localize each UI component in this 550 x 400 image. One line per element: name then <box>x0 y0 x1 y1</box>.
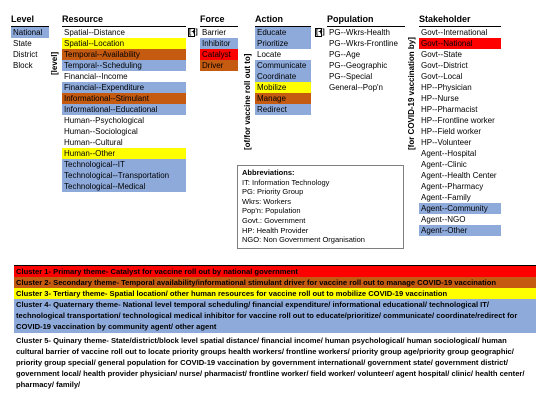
stakeholder-header: Stakeholder <box>419 14 471 24</box>
population-item: PG--Special <box>329 72 373 81</box>
stakeholder-item: Govt--National <box>419 38 501 49</box>
resource-item: Temporal--Availability <box>62 49 186 60</box>
cluster-2: Cluster 2- Secondary theme- Temporal availability/informational stimulant driver for vaccine roll out to manage COVID-19 vaccination <box>14 277 536 288</box>
cluster-5: Cluster 5- Quinary theme- State/district/block level spatial distance/ financial income/ human psychological/ human sociological/ human cultural barrier of vaccine roll out to locate priority groups health workers/ frontline workers/ priority group age/priority group geographic/ priority group special/ general population for COVID-19 vaccination by government international/ government state/ government district/ government local/ health provider physician/ nurse/ pharmacist/ frontline worker/ field worker/ volunteer/ agent hospital/ clinic/ health center/ pharmacy/ family/ <box>16 336 525 389</box>
population-item: PG--Wkrs-Health <box>329 28 390 37</box>
action-item: Redirect <box>255 104 311 115</box>
stakeholder-item: Agent--Family <box>421 193 471 202</box>
resource-item: Human--Other <box>62 148 186 159</box>
abbreviations-title: Abbreviations: <box>242 168 295 177</box>
action-item: Locate <box>257 50 282 59</box>
force-item: Inhibitor <box>200 38 238 49</box>
stakeholder-item: Agent--Pharmacy <box>421 182 484 191</box>
stakeholder-item: Agent--Hospital <box>421 149 477 158</box>
resource-item: Financial--Income <box>64 72 128 81</box>
action-item: Manage <box>255 93 311 104</box>
abbreviation-line: HP: Health Provider <box>242 225 309 235</box>
vaccine-rollout-vertical-label: [of/for vaccine roll out to] <box>243 53 252 150</box>
force-item: Barrier <box>202 28 227 37</box>
force-item: Catalyst <box>200 49 238 60</box>
resource-item: Technological--Medical <box>62 181 186 192</box>
cluster-1: Cluster 1- Primary theme- Catalyst for vaccine roll out by national government <box>14 266 536 277</box>
cluster-3: Cluster 3- Tertiary theme- Spatial location/ other human resources for vaccine roll out to mobilize COVID-19 vaccination <box>14 288 536 299</box>
population-item: PG--Geographic <box>329 61 388 70</box>
cluster-4: Cluster 4- Quaternary theme- National level temporal scheduling/ financial expenditure/ informational educational/ technological IT/ technological transportation/ technological medical inhibitor for vaccine roll out to educate/prioritize/ communicate/ coordinate/redirect for COVID-19 vaccination by community agent/ other agent <box>14 299 536 333</box>
resource-item: Temporal--Scheduling <box>62 60 186 71</box>
abbreviation-line: IT: Information Technology <box>242 177 330 187</box>
level-vertical-label: [level] <box>50 51 59 75</box>
population-item: General--Pop'n <box>329 83 383 92</box>
resource-item: Technological--Transportation <box>62 170 186 181</box>
level-item: District <box>13 50 38 59</box>
resource-column <box>62 27 186 192</box>
resource-header: Resource <box>62 14 104 24</box>
stakeholder-item: Govt--District <box>421 61 468 70</box>
stakeholder-column <box>419 27 501 236</box>
force-column <box>200 27 238 71</box>
abbreviation-line: Pop'n: Population <box>242 206 301 216</box>
action-item: Coordinate <box>255 71 311 82</box>
resource-item: Human--Cultural <box>64 138 123 147</box>
level-column <box>11 27 49 71</box>
stakeholder-item: HP--Volunteer <box>421 138 472 147</box>
stakeholder-item: Govt--Local <box>421 72 463 81</box>
abbreviations-box <box>237 165 404 249</box>
level-item: Block <box>13 61 33 70</box>
population-column <box>327 27 405 93</box>
action-header: Action <box>255 14 283 24</box>
stakeholder-item: HP--Field worker <box>421 127 482 136</box>
stakeholder-item: Agent--Clinic <box>421 160 467 169</box>
action-column <box>255 27 311 115</box>
action-item: Communicate <box>255 60 311 71</box>
abbreviation-line: PG: Priority Group <box>242 187 304 197</box>
stakeholder-item: HP--Frontline worker <box>421 116 495 125</box>
force-plus-marker: [+] <box>189 29 198 36</box>
action-item: Mobilize <box>255 82 311 93</box>
resource-item: Financial--Expenditure <box>62 82 186 93</box>
resource-item: Spatial--Distance <box>64 28 125 37</box>
resource-item: Informational--Stimulant <box>62 93 186 104</box>
population-header: Population <box>327 14 374 24</box>
stakeholder-item: Agent--Health Center <box>421 171 497 180</box>
resource-item: Human--Sociological <box>64 127 138 136</box>
resource-item: Human--Psychological <box>64 116 145 125</box>
level-item: State <box>13 39 32 48</box>
abbreviation-line: Govt.: Government <box>242 215 306 225</box>
action-item: Prioritize <box>255 38 311 49</box>
force-item: Driver <box>200 60 238 71</box>
abbreviation-line: NGO: Non Government Organisation <box>242 235 365 245</box>
stakeholder-item: Agent--Other <box>419 225 501 236</box>
stakeholder-item: HP--Pharmacist <box>421 105 478 114</box>
population-item: PG--Wkrs-Frontline <box>329 39 398 48</box>
abbreviation-line: Wkrs: Workers <box>242 196 292 206</box>
population-item: PG--Age <box>329 50 361 59</box>
stakeholder-item: HP--Nurse <box>421 94 459 103</box>
stakeholder-item: Agent--Community <box>419 203 501 214</box>
covid-vaccination-vertical-label: [for COVID-19 vaccination by] <box>407 37 416 150</box>
stakeholder-item: Govt--International <box>421 28 488 37</box>
level-item: National <box>11 27 49 38</box>
stakeholder-item: HP--Physician <box>421 83 472 92</box>
resource-item: Technological--IT <box>62 159 186 170</box>
action-item: Educate <box>255 27 311 38</box>
stakeholder-item: Govt--State <box>421 50 462 59</box>
resource-item: Informational--Educational <box>62 104 186 115</box>
force-header: Force <box>200 14 225 24</box>
resource-item: Spatial--Location <box>62 38 186 49</box>
stakeholder-item: Agent--NGO <box>421 215 466 224</box>
level-header: Level <box>11 14 35 24</box>
population-plus-marker: [+] <box>316 29 325 36</box>
